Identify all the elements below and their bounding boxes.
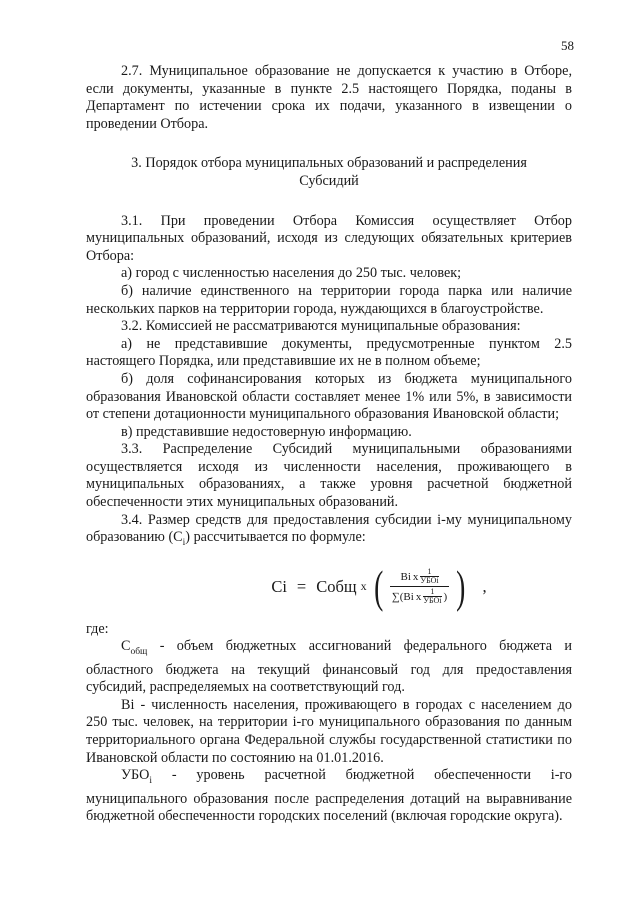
section-3-title-line2: Субсидий xyxy=(299,172,359,189)
formula-num-bi: Bi xyxy=(400,570,411,583)
definition-ubo-main: УБО xyxy=(121,767,150,784)
paragraph-3-2-b: б) доля софинансирования которых из бюджета муниципального образования Ивановской области составляет менее 1% или 5%, в зависимости от степени дотационности муниципального образования Ивановской области; xyxy=(86,370,572,423)
document-body xyxy=(86,63,572,826)
subsidy-formula xyxy=(186,559,572,615)
paragraph-3-1-b: б) наличие единственного на территории города парка или наличие нескольких парков на территории города, нуждающихся в благоустройстве. xyxy=(86,282,572,317)
paragraph-3-4-pre: 3.4. Размер средств для предоставления субсидии i-му муниципальному образованию (C xyxy=(86,511,572,546)
formula-num-inverse xyxy=(420,568,438,585)
formula-num-ubo: УБОi xyxy=(420,576,439,586)
formula-den-ubo: УБОi xyxy=(423,596,442,606)
formula-open-paren: ( xyxy=(373,560,383,612)
paragraph-3-4-sub: i xyxy=(182,538,186,549)
paragraph-3-2-a: а) не представившие документы, предусмотренные пунктом 2.5 настоящего Порядка, или представившие их не в полном объеме; xyxy=(86,335,572,370)
formula-equals: = xyxy=(296,576,307,596)
paragraph-3-2-c: в) представившие недостоверную информацию. xyxy=(121,423,412,440)
definition-ubo-text: - уровень расчетной бюджетной обеспеченности i-го муниципального образования после распределения дотаций на выравнивание бюджетной обеспеченности городских поселений (включая городские округа). xyxy=(86,767,572,825)
section-3-title xyxy=(86,155,572,190)
paragraph-3-4-post: ) рассчитывается по формуле: xyxy=(185,529,366,546)
paragraph-3-1-a: а) город с численностью населения до 250 тыс. человек; xyxy=(121,265,462,282)
formula-trailing-comma: , xyxy=(482,576,487,596)
where-label: где: xyxy=(86,620,109,637)
page-number: 58 xyxy=(561,38,574,53)
section-3-title-line1: 3. Порядок отбора муниципальных образований и распределения xyxy=(131,155,527,172)
formula-main-bar xyxy=(390,586,449,587)
formula-num-x: x xyxy=(412,570,419,583)
formula-denominator xyxy=(390,588,449,605)
paragraph-3-2: 3.2. Комиссией не рассматриваются муниципальные образования: xyxy=(121,318,521,335)
paragraph-3-1: 3.1. При проведении Отбора Комиссия осуществляет Отбор муниципальных образований, исходя из следующих обязательных критериев Отбора: xyxy=(86,212,572,264)
formula-den-sum: ∑(Bi xyxy=(391,590,414,603)
paragraph-2-7: 2.7. Муниципальное образование не допускается к участию в Отборе, если документы, указанные в пункте 2.5 настоящего Порядка, поданы в Департамент по истечении срока их подачи, указанного в извещении о проведении Отбора. xyxy=(86,63,572,132)
formula-fraction xyxy=(390,568,449,605)
definition-ubo-sub: i xyxy=(149,776,152,787)
formula-den-one: 1 xyxy=(430,587,435,597)
definition-c-obsh xyxy=(86,638,572,697)
formula-den-inverse xyxy=(423,588,441,605)
formula-c-obsh: Cобщ xyxy=(316,576,357,596)
definition-c-sub: общ xyxy=(130,647,148,658)
paragraph-3-4 xyxy=(86,512,572,553)
definition-c-main: C xyxy=(121,638,131,655)
definition-ubo xyxy=(86,767,572,826)
formula-den-close: ) xyxy=(443,590,448,603)
definition-c-text: - объем бюджетных ассигнований федерального бюджета и областного бюджета на текущий финансовый год для предоставления субсидий, распределяемых на соответствующий год. xyxy=(86,638,572,696)
formula-num-one: 1 xyxy=(427,567,432,577)
paragraph-3-3: 3.3. Распределение Субсидий муниципальными образованиями осуществляется исходя из численности населения, проживающего в муниципальных образованиях, а также уровня расчетной бюджетной обеспеченности этих муниципальных образований. xyxy=(86,441,572,511)
formula-den-x: x xyxy=(415,590,422,603)
definition-b: Bi - численность населения, проживающего в городах с населением до 250 тыс. человек, на территории i-го муниципального образования по данным территориального органа Федеральной службы государственной статистики по Ивановской области по состоянию на 01.01.2016. xyxy=(86,696,572,766)
formula-close-paren: ) xyxy=(456,560,466,612)
formula-lhs: Ci xyxy=(271,576,287,596)
formula-numerator xyxy=(399,568,441,585)
formula-times: x xyxy=(360,578,367,593)
